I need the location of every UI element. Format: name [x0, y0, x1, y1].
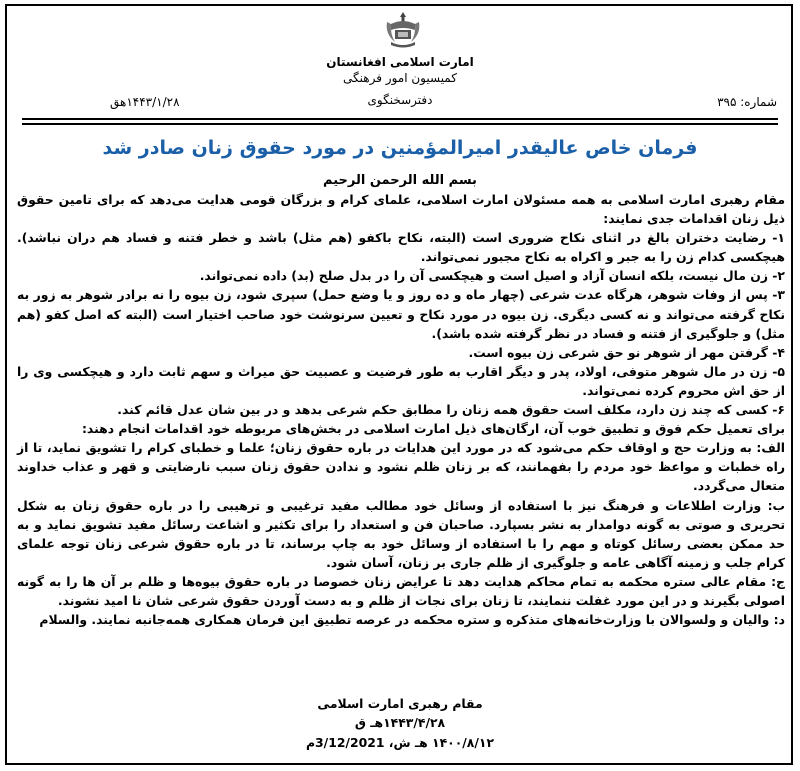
signature-line: مقام رهبری امارت اسلامی	[317, 696, 483, 711]
article-3: ۳- پس از وفات شوهر، هرگاه عدت شرعی (چهار ماه و ده روز و یا وضع حمل) سپری شود، زن بیوه را نه برادر شوهر به زور به نکاح گرفته می‌تواند و نه کسی دیگری. زن بیوه در مورد نکاح و تعیین سرنوشت خود صاحب اختیار است (البته که اصل کفو (هم مثل) و جلوگیری از فتنه و فساد در نظر گرفته شده باشد).	[17, 287, 785, 341]
org-name: امارت اسلامی افغانستان	[326, 55, 474, 69]
org-commission: کمیسیون امور فرهنگی	[343, 71, 457, 85]
article-5: ۵- زن در مال شوهر متوفی، اولاد، پدر و دیگر اقارب به طور فرضیت و عصبیت حق میراث و سهم ثابت دارد و هیچکسی وی را از حق اش محروم کرده نمی‌تواند.	[17, 363, 785, 398]
document-title: فرمان خاص عالیقدر امیرالمؤمنین در مورد حقوق زنان صادر شد	[102, 137, 698, 159]
intro-paragraph: مقام رهبری امارت اسلامی به همه مسئولان امارت اسلامی، علمای کرام و بزرگان قومی هدایت می‌دهد که برای تامین حقوق ذیل زنان اقدامات جدی نمایند:	[17, 192, 785, 227]
directive-alef: الف: به وزارت حج و اوقاف حکم می‌شود که در مورد این هدایات در باره حقوق زنان؛ علما و خطبای کرام را تشویق نماید، تا از راه خطبات و مواعظ خود مردم را بفهمانند، که بر زنان ظلم نشود و ندادن حقوق زنان سبب نارضایتی و قهر و عذاب خداوند متعال می‌گردد.	[17, 440, 785, 494]
bismillah: بسم الله الرحمن الرحیم	[323, 173, 477, 188]
org-office: دفترسخنگوی	[367, 93, 433, 107]
article-2: ۲- زن مال نیست، بلکه انسان آزاد و اصیل است و هیچکسی آن را در بدل صلح (بد) داده نمی‌تواند.	[199, 268, 785, 284]
article-1: ۱- رضایت دختران بالغ در اثنای نکاح ضروری است (البته، نکاح باکفو (هم مثل) باشد و خطر فتنه و فساد هم دران نباشد). هیچکسی کدام زن را به جبر و اکراه به نکاح مجبور نمی‌تواند.	[17, 230, 785, 265]
emirate-emblem-icon	[381, 8, 425, 52]
document-date: ۱۴۴۳/۱/۲۸هق	[110, 95, 180, 109]
implementation-intro: برای تعمیل حکم فوق و تطبیق خوب آن، ارگان‌های ذیل امارت اسلامی در بخش‌های مربوطه خود اقدامات انجام دهند:	[81, 421, 785, 437]
closing-date-solar: ۱۴۰۰/۸/۱۲ هـ ش، 3/12/2021م	[305, 735, 495, 750]
directive-be: ب: وزارت اطلاعات و فرهنگ نیز با استفاده از وسائل خود مطالب مفید ترغیبی و ترهیبی را در باره حقوق زنان به شکل تحریری و صوتی به گونه دوامدار به نشر بسپارد. صاحبان فن و استعداد را برای تکثیر و اشاعت رسائل مفید تشویق نماید و به حد ممکن بعضی رسائل کوتاه و مهم را با استفاده از وسائل خود به چاپ برساند، تا در باره حقوق شرعی زنان توجه علمای کرام جلب و زمینه آگاهی عامه و جلوگیری از ظلم جاری بر زنان، آسان شود.	[17, 497, 785, 570]
decree-body	[17, 190, 785, 629]
header-rule-top	[22, 118, 778, 120]
closing-date-hijri: ۱۴۴۳/۴/۲۸هـ ق	[354, 715, 446, 730]
directive-dal: د: والیان و ولسوالان با وزارت‌خانه‌های متذکره و ستره محکمه در عرصه تطبیق این فرمان همکاری همه‌جانبه نمایند. والسلام	[39, 612, 785, 628]
document-number: شماره: ۳۹۵	[717, 95, 777, 109]
article-4: ۴- گرفتن مهر از شوهر نو حق شرعی زن بیوه است.	[468, 344, 785, 360]
header-rule-bottom	[22, 123, 778, 125]
article-6: ۶- کسی که چند زن دارد، مکلف است حقوق همه زنان را مطابق حکم شرعی بدهد و در بین شان عدل قائم کند.	[117, 402, 785, 418]
directive-jim: ج: مقام عالی ستره محکمه به تمام محاکم هدایت دهد تا عرایض زنان خصوصا در باره حقوق بیوه‌ها و ظلم بر آن ها را به گونه اصولی بگیرند و در این مورد غفلت ننمایند، تا زنان برای نجات از ظلم و به دست آوردن حقوق شرعی شان نا امید نشوند.	[17, 573, 785, 608]
